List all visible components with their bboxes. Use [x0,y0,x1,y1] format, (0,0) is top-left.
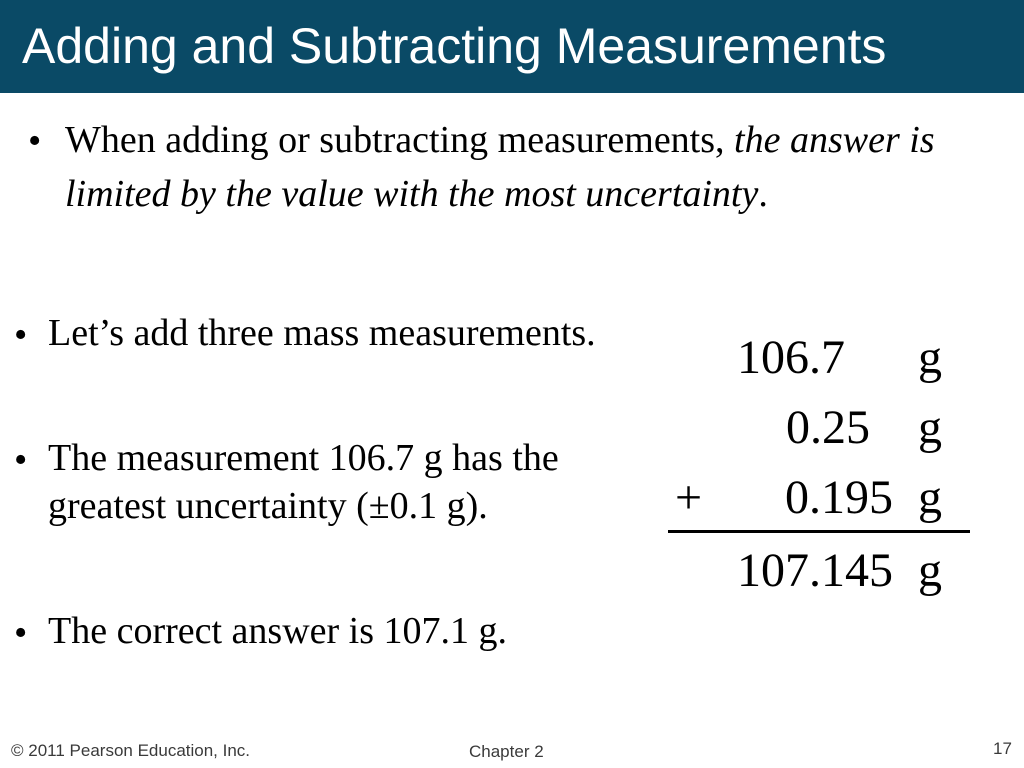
title-bar [0,0,1024,93]
bullet-marker: • [14,439,28,481]
rule-statement-plain: When adding or subtracting measurements, [65,119,735,161]
addend-value: 106.7 [737,331,845,384]
addend-unit: g [918,401,942,454]
rule-statement-emphasis: the answer is limited by the value with the most uncertainty [65,119,935,215]
sum-unit: g [918,544,942,597]
addend-unit: g [918,471,942,524]
rule-statement [65,113,985,221]
bullet-marker: • [14,314,28,356]
addend-unit: g [918,331,942,384]
sum-value: 107.145 [737,544,893,597]
slide-title: Adding and Subtracting Measurements [22,18,887,74]
addend-value: 0.195 [785,471,893,524]
addend-value: 0.25 [786,401,870,454]
bullet-marker: • [14,612,28,654]
page-number: 17 [993,739,1012,758]
sum-divider-line [668,530,970,533]
rule-statement-end: . [758,173,768,215]
bullet-greatest-uncertainty: The measurement 106.7 g has the greatest uncertainty (±0.1 g). [48,437,559,527]
bullet-correct-answer: The correct answer is 107.1 g. [48,610,508,652]
footer-chapter: Chapter 2 [469,742,544,761]
bullet-marker: • [28,120,42,162]
bullet-add-three-masses: Let’s add three mass measurements. [48,312,596,354]
footer-copyright: © 2011 Pearson Education, Inc. [11,741,251,760]
plus-operator: + [675,471,703,524]
